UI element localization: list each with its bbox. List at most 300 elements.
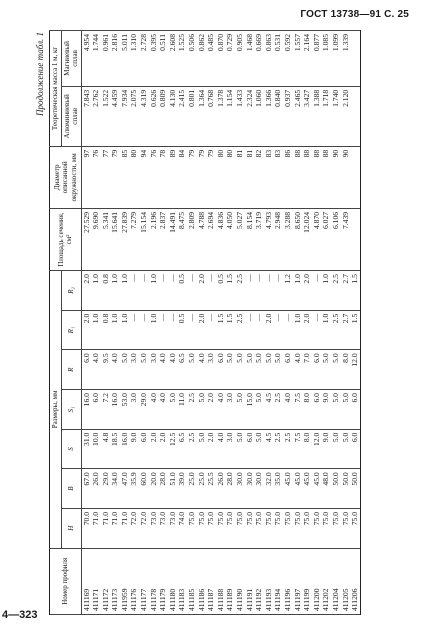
table-cell: 30.0 [254, 469, 264, 509]
table-cell: 411169 [81, 548, 91, 614]
rotated-table-page [35, 30, 387, 615]
table-cell: 75.0 [341, 508, 351, 548]
table-cell: 1.5 [225, 271, 235, 311]
table-cell: 8.0 [302, 390, 312, 430]
table-cell: 3.288 [283, 208, 293, 270]
table-cell: 2.948 [273, 208, 283, 270]
table-cell: 4.836 [216, 208, 226, 270]
table-cell: 4.870 [312, 208, 322, 270]
table-cell: 25.0 [197, 469, 207, 509]
table-cell: 2.809 [187, 208, 197, 270]
table-cell: 6.0 [91, 390, 101, 430]
table-cell: 6.106 [331, 208, 341, 270]
table-cell: 1.0 [110, 310, 120, 350]
table-cell: 9.0 [321, 429, 331, 469]
table-cell: 1.5 [225, 310, 235, 350]
table-cell: 1.154 [225, 86, 235, 146]
table-cell: 411192 [254, 548, 264, 614]
table-cell: 6.0 [81, 350, 91, 390]
table-cell: 2.5 [235, 310, 245, 350]
table-cell: 14.491 [168, 208, 178, 270]
table-cell: 81 [235, 146, 245, 208]
table-cell: 83 [264, 146, 274, 208]
table-cell: 1.099 [331, 31, 341, 87]
table-cell: 72.0 [129, 508, 139, 548]
table-cell: 411180 [168, 548, 178, 614]
table-cell: 411173 [110, 548, 120, 614]
table-cell: 5.341 [101, 208, 111, 270]
table-cell: 0.809 [158, 86, 168, 146]
table-cell: 29.0 [139, 390, 149, 430]
table-cell: 39.0 [177, 469, 187, 509]
table-cell: 6.0 [283, 350, 293, 390]
table-cell: 1.366 [264, 86, 274, 146]
table-cell: 8.650 [293, 208, 303, 270]
table-cell: 11.0 [177, 390, 187, 430]
table-cell: 6.0 [245, 429, 255, 469]
table-cell: 73.0 [168, 508, 178, 548]
table-cell: 83 [273, 146, 283, 208]
col-b: B [61, 469, 81, 509]
col-dimensions-group: Размеры, мм [50, 271, 62, 548]
table-cell: 89 [168, 146, 178, 208]
table-cell: 0.840 [273, 86, 283, 146]
table-cell: 0.485 [206, 31, 216, 87]
table-cell: 0.961 [101, 31, 111, 87]
table-cell: 0.592 [283, 31, 293, 87]
table-cell: — [245, 310, 255, 350]
table-cell: — [139, 310, 149, 350]
table-cell: 90 [331, 146, 341, 208]
table-cell: 1.378 [216, 86, 226, 146]
table-cell: — [273, 271, 283, 311]
table-cell: 51.0 [168, 469, 178, 509]
page-mark: 4—323 [2, 609, 38, 621]
table-row [158, 31, 168, 615]
table-cell: 1.557 [293, 31, 303, 87]
table-cell: 9.0 [129, 429, 139, 469]
table-cell: 75.0 [273, 508, 283, 548]
table-cell: 9.0 [321, 390, 331, 430]
table-cell: 0.905 [235, 31, 245, 87]
table-cell: 15.641 [110, 208, 120, 270]
table-cell: 2.465 [293, 86, 303, 146]
table-cell: 411177 [139, 548, 149, 614]
table-cell: — [168, 271, 178, 311]
table-cell: 4.0 [149, 390, 159, 430]
table-cell [350, 86, 360, 146]
table-cell: 88 [312, 146, 322, 208]
table-cell: 5.0 [235, 390, 245, 430]
col-r1: R₁ [61, 310, 81, 350]
table-cell: 6.0 [350, 429, 360, 469]
table-cell: 1.0 [91, 310, 101, 350]
table-cell: 5.0 [331, 350, 341, 390]
table-cell: 1.0 [149, 310, 159, 350]
table-cell: 3.0 [129, 350, 139, 390]
table-cell: 7.439 [341, 208, 351, 270]
table-cell: 80 [225, 146, 235, 208]
table-cell: 71.0 [101, 508, 111, 548]
table-cell: 75.0 [245, 508, 255, 548]
table-row [81, 31, 91, 615]
table-cell: 72.0 [139, 508, 149, 548]
table-cell: 2.0 [206, 390, 216, 430]
table-cell: 12.5 [168, 429, 178, 469]
table-cell: 45.0 [293, 469, 303, 509]
standard-header: ГОСТ 13738—91 С. 25 [300, 9, 409, 20]
table-cell: 2.728 [139, 31, 149, 87]
table-cell: — [245, 271, 255, 311]
table-cell: 411172 [101, 548, 111, 614]
table-cell: 75.0 [235, 508, 245, 548]
col-weight-group: Теоретическая масса 1 м, кг [50, 31, 62, 147]
table-cell: 53.0 [120, 390, 130, 430]
table-cell: 4.5 [264, 390, 274, 430]
table-cell: 18.5 [110, 429, 120, 469]
table-cell: 75.0 [197, 508, 207, 548]
table-cell: 5.0 [331, 390, 341, 430]
table-cell: 5.0 [264, 350, 274, 390]
table-cell: 4.954 [81, 31, 91, 87]
table-cell: 75.0 [187, 508, 197, 548]
table-cell: 77 [101, 146, 111, 208]
table-cell: 75.0 [312, 508, 322, 548]
table-cell: 12.0 [350, 350, 360, 390]
table-cell: 2.5 [331, 310, 341, 350]
table-cell: — [254, 271, 264, 311]
table-cell: 1.5 [216, 310, 226, 350]
table-cell: 30.0 [245, 469, 255, 509]
table-cell: 2.5 [283, 429, 293, 469]
table-cell: 6.0 [139, 429, 149, 469]
table-cell: 4.050 [225, 208, 235, 270]
table-cell: 2.5 [331, 271, 341, 311]
table-cell: 1.5 [350, 271, 360, 311]
table-cell: 6.0 [312, 390, 322, 430]
table-cell: 78 [158, 146, 168, 208]
col-area: Площадь сечения, см² [50, 208, 82, 270]
table-cell: 6.5 [177, 350, 187, 390]
col-diameter: Диаметр описанной окружности, мм [50, 146, 82, 208]
col-aluminum: Алюминиевый сплав [61, 86, 81, 146]
table-cell: 12.024 [302, 208, 312, 270]
table-row [331, 31, 341, 615]
table-cell: 2.762 [91, 86, 101, 146]
table-cell: 411199 [302, 548, 312, 614]
table-cell: 4.459 [110, 86, 120, 146]
table-cell: 8.154 [245, 208, 255, 270]
table-cell: 2.0 [302, 310, 312, 350]
table-cell: 27.529 [81, 208, 91, 270]
table-cell: 411183 [177, 548, 187, 614]
table-cell: 86 [283, 146, 293, 208]
table-cell: 411202 [321, 548, 331, 614]
col-s: S [61, 429, 81, 469]
table-cell: 7.843 [81, 86, 91, 146]
table-cell: 1.2 [283, 271, 293, 311]
table-cell: — [264, 271, 274, 311]
table-cell: 29.0 [101, 469, 111, 509]
table-cell: 2.5 [187, 429, 197, 469]
table-cell: 1.388 [312, 86, 322, 146]
table-cell: 5.0 [197, 429, 207, 469]
table-cell: 0.511 [158, 31, 168, 87]
table-cell: 1.744 [91, 31, 101, 87]
table-cell: 75.0 [254, 508, 264, 548]
table-cell: 411188 [216, 548, 226, 614]
col-r2: R₂ [61, 271, 81, 311]
table-cell: 10.0 [91, 429, 101, 469]
table-cell: 411206 [350, 548, 360, 614]
table-cell: 8.475 [177, 208, 187, 270]
table-cell: 1.468 [245, 31, 255, 87]
table-cell: 45.0 [302, 469, 312, 509]
table-cell: 1.0 [321, 271, 331, 311]
table-cell: 2.816 [110, 31, 120, 87]
table-cell: 411178 [149, 548, 159, 614]
table-cell: — [158, 271, 168, 311]
table-cell: 411193 [264, 548, 274, 614]
table-row [312, 31, 322, 615]
col-profile-number: Номер профиля [50, 548, 82, 614]
table-cell: 0.5 [216, 271, 226, 311]
table-row [120, 31, 130, 615]
table-cell: 2.7 [341, 310, 351, 350]
table-cell: 2.837 [158, 208, 168, 270]
table-cell: 75.0 [206, 508, 216, 548]
table-cell [350, 146, 360, 208]
table-cell: 1.060 [254, 86, 264, 146]
table-cell: 411171 [91, 548, 101, 614]
table-cell: 4.0 [293, 350, 303, 390]
table-cell: 97 [81, 146, 91, 208]
table-row [101, 31, 111, 615]
table-cell: 1.0 [321, 310, 331, 350]
table-row [139, 31, 149, 615]
table-cell: 4.0 [197, 350, 207, 390]
table-cell: 0.801 [187, 86, 197, 146]
table-cell: 5.0 [168, 390, 178, 430]
table-cell: 5.027 [235, 208, 245, 270]
table-cell: 71.0 [120, 508, 130, 548]
table-row [197, 31, 207, 615]
table-cell: 26.0 [216, 469, 226, 509]
table-cell: 1.0 [293, 271, 303, 311]
table-cell: 0.5 [177, 271, 187, 311]
table-cell: 1.310 [129, 31, 139, 87]
table-cell: 28.0 [158, 469, 168, 509]
table-cell: 79 [206, 146, 216, 208]
table-cell: 5.0 [225, 350, 235, 390]
table-row [350, 31, 360, 615]
table-cell: 3.0 [225, 429, 235, 469]
table-cell: 1.0 [149, 271, 159, 311]
table-cell: 15.0 [245, 390, 255, 430]
table-cell: 2.5 [187, 390, 197, 430]
table-row [273, 31, 283, 615]
table-cell: 12.0 [312, 429, 322, 469]
table-cell: 76 [91, 146, 101, 208]
table-cell: — [312, 310, 322, 350]
table-cell: — [168, 310, 178, 350]
table-cell: 5.0 [321, 350, 331, 390]
table-cell: 2.120 [341, 86, 351, 146]
table-cell: 4.0 [216, 390, 226, 430]
table-row [264, 31, 274, 615]
table-cell: 2.608 [168, 31, 178, 87]
table-row [149, 31, 159, 615]
col-magnesium: Магниевый сплав [61, 31, 81, 87]
table-cell: 5.0 [273, 350, 283, 390]
table-cell: 1.0 [293, 310, 303, 350]
table-cell: 2.164 [302, 31, 312, 87]
table-cell: 2.0 [264, 310, 274, 350]
table-cell: 4.0 [168, 350, 178, 390]
table-cell: 0.395 [149, 31, 159, 87]
table-row [293, 31, 303, 615]
table-cell: 48.0 [321, 469, 331, 509]
table-cell: — [283, 310, 293, 350]
table-cell: 0.626 [149, 86, 159, 146]
table-cell: 88 [293, 146, 303, 208]
table-cell: 34.0 [110, 469, 120, 509]
table-cell: 75.0 [283, 508, 293, 548]
table-cell: 71.0 [91, 508, 101, 548]
table-row [254, 31, 264, 615]
table-cell: 3.719 [254, 208, 264, 270]
table-cell: 75.0 [216, 508, 226, 548]
table-row [91, 31, 101, 615]
table-cell: 3.0 [225, 390, 235, 430]
table-cell: 5.0 [120, 350, 130, 390]
table-cell: 2.0 [81, 271, 91, 311]
table-cell: 411189 [225, 548, 235, 614]
table-cell: 16.0 [120, 429, 130, 469]
table-cell: 2.075 [129, 86, 139, 146]
table-cell: 2.0 [302, 271, 312, 311]
table-cell: 16.0 [110, 390, 120, 430]
table-cell: 75.0 [225, 508, 235, 548]
table-cell: 7.279 [129, 208, 139, 270]
table-cell: — [254, 310, 264, 350]
table-cell: 4.0 [158, 350, 168, 390]
table-cell: 2.0 [197, 271, 207, 311]
table-cell: 2.5 [273, 390, 283, 430]
table-cell: 4.788 [197, 208, 207, 270]
table-cell: 6.0 [216, 350, 226, 390]
table-cell: 4.0 [216, 429, 226, 469]
table-cell: 1.5 [350, 310, 360, 350]
table-cell: 0.8 [101, 271, 111, 311]
table-cell: 74.0 [177, 508, 187, 548]
table-cell: — [187, 310, 197, 350]
table-row [283, 31, 293, 615]
table-cell: 0.863 [264, 31, 274, 87]
table-cell: — [129, 310, 139, 350]
table-cell: 50.0 [331, 469, 341, 509]
table-cell: 5.0 [254, 350, 264, 390]
table-cell: 411959 [120, 548, 130, 614]
table-cell: 0.862 [197, 31, 207, 87]
table-cell: 5.0 [245, 350, 255, 390]
table-cell: 4.319 [139, 86, 149, 146]
table-cell: 0.506 [187, 31, 197, 87]
table-cell: 4.5 [264, 429, 274, 469]
table-row [129, 31, 139, 615]
table-cell: 411197 [293, 548, 303, 614]
table-cell: 15.154 [139, 208, 149, 270]
table-cell: 5.0 [235, 429, 245, 469]
table-cell: 6.5 [177, 429, 187, 469]
table-cell: 4.793 [264, 208, 274, 270]
table-cell: 1.0 [120, 310, 130, 350]
table-cell: 26.0 [91, 469, 101, 509]
table-cell: — [312, 271, 322, 311]
table-cell: 1.522 [101, 86, 111, 146]
table-cell: 1.085 [321, 31, 331, 87]
table-cell: 5.0 [254, 390, 264, 430]
table-cell: 0.729 [225, 31, 235, 87]
table-cell: 3.0 [149, 350, 159, 390]
table-cell: 16.0 [81, 390, 91, 430]
table-cell: 2.0 [158, 429, 168, 469]
table-cell: 60.0 [139, 469, 149, 509]
table-cell: 4.0 [91, 350, 101, 390]
table-cell: 411185 [187, 548, 197, 614]
table-cell: 7.0 [302, 350, 312, 390]
table-cell: 5.0 [254, 429, 264, 469]
continuation-label: Продолжение табл. 1 [35, 32, 45, 116]
table-cell: 80 [216, 146, 226, 208]
table-cell: 31.0 [81, 429, 91, 469]
table-cell: 35.9 [129, 469, 139, 509]
table-cell: 79 [110, 146, 120, 208]
table-cell: 411205 [341, 548, 351, 614]
table-cell: 35.0 [273, 469, 283, 509]
table-cell: 5.0 [341, 429, 351, 469]
table-cell: 2.694 [206, 208, 216, 270]
table-cell: 67.0 [81, 469, 91, 509]
table-cell: 32.0 [264, 469, 274, 509]
table-cell: 73.0 [158, 508, 168, 548]
table-cell: 5.0 [139, 350, 149, 390]
table-cell: 1.0 [91, 271, 101, 311]
table-row [321, 31, 331, 615]
table-cell: 2.0 [197, 310, 207, 350]
table-cell: 3.0 [206, 350, 216, 390]
table-cell: — [273, 310, 283, 350]
table-cell: — [158, 310, 168, 350]
table-cell: 5.0 [235, 350, 245, 390]
table-cell: 5.0 [187, 350, 197, 390]
table-cell: 1.525 [177, 31, 187, 87]
table-cell: 7.934 [120, 86, 130, 146]
table-cell: 75.0 [331, 508, 341, 548]
table-cell: 411204 [331, 548, 341, 614]
table-cell: 1.433 [235, 86, 245, 146]
table-row [216, 31, 226, 615]
table-cell: 28.0 [225, 469, 235, 509]
table-cell: 1.718 [321, 86, 331, 146]
table-cell: 5.011 [120, 31, 130, 87]
table-row [177, 31, 187, 615]
table-cell: 85 [120, 146, 130, 208]
table-cell: 7.2 [101, 390, 111, 430]
table-cell: 90 [341, 146, 351, 208]
table-cell: 0.5 [177, 310, 187, 350]
table-cell: 7.5 [293, 390, 303, 430]
